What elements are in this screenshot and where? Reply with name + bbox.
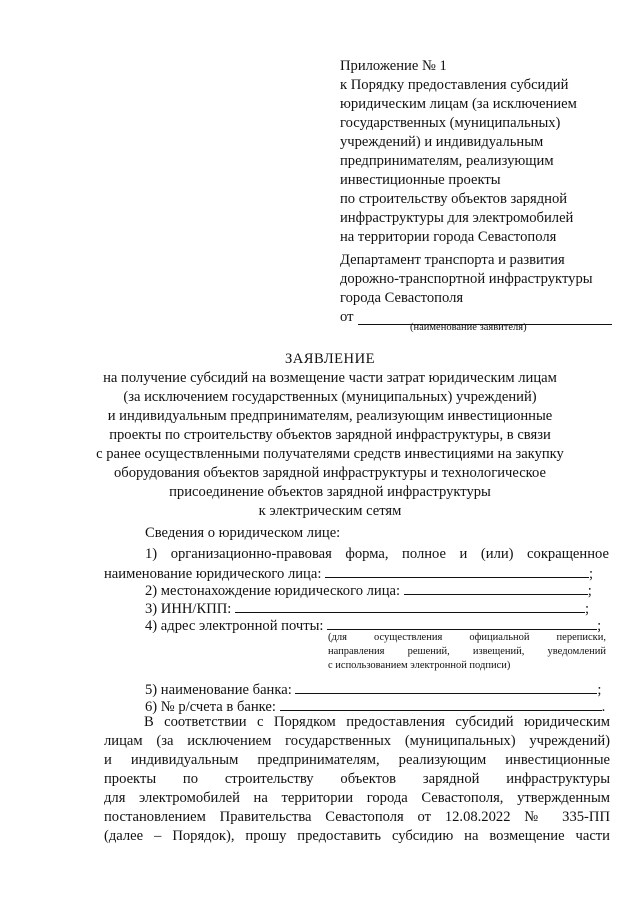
title-line: присоединение объектов зарядной инфраструктуры xyxy=(169,484,491,500)
statement-title-block xyxy=(60,350,600,521)
title-line: и индивидуальным предпринимателям, реализующим инвестиционные xyxy=(107,408,553,424)
annex-header xyxy=(340,57,630,247)
item5-row: 5) наименование банка: ; xyxy=(145,679,601,700)
legal-name-field[interactable] xyxy=(325,563,589,578)
email-field[interactable] xyxy=(327,615,597,630)
addressee-block xyxy=(340,251,630,327)
bank-account-field[interactable] xyxy=(280,696,602,711)
location-field[interactable] xyxy=(404,580,588,595)
title-line: с ранее осуществленными получателями средств инвестициями на закупку xyxy=(96,446,564,462)
annex-line: государственных (муниципальных) xyxy=(340,115,561,131)
inn-kpp-field[interactable] xyxy=(235,598,585,613)
annex-line: Приложение № 1 xyxy=(340,58,447,74)
annex-line: учреждений) и индивидуальным xyxy=(340,134,544,150)
title-line: оборудования объектов зарядной инфраструктуры и технологическое xyxy=(113,465,546,481)
addressee-line: дорожно-транспортной инфраструктуры xyxy=(340,271,593,287)
email-note: (для осуществления официальной переписки, направления решений, извещений, уведомлений с использованием электронной подписи) xyxy=(328,632,606,671)
item6-row: 6) № р/счета в банке: . xyxy=(145,696,605,717)
item1-line1: 1) организационно-правовая форма, полное и (или) сокращенное xyxy=(145,546,609,562)
body-paragraph: В соответствии с Порядком предоставления субсидий юридическим лицам (за исключением государственных (муниципальных) учреждений) и индивидуальным предпринимателям, реализующим инвестиционные проекты по строительству объектов зарядной инфраструктуры для электромобилей на территории города Севастополя, утвержденным постановлением Правительства Севастополя от 12.08.2022 № 335-ПП (далее – Порядок), прошу предоставить субсидию на возмещение части xyxy=(104,714,610,844)
from-label: от xyxy=(340,309,354,325)
page-title: ЗАЯВЛЕНИЕ xyxy=(284,351,376,367)
bank-name-field[interactable] xyxy=(295,679,597,694)
applicant-caption: (наименование заявителя) xyxy=(410,322,527,333)
addressee-line: города Севастополя xyxy=(340,290,464,306)
title-line: к электрическим сетям xyxy=(258,503,402,519)
annex-line: инфраструктуры для электромобилей xyxy=(340,210,574,226)
annex-line: юридическим лицам (за исключением xyxy=(340,96,577,112)
annex-line: к Порядку предоставления субсидий xyxy=(340,77,569,93)
form-intro: Сведения о юридическом лице: xyxy=(145,525,341,541)
annex-line: предпринимателям, реализующим xyxy=(340,153,554,169)
annex-line: инвестиционные проекты xyxy=(340,172,501,188)
title-line: на получение субсидий на возмещение части затрат юридическим лицам xyxy=(103,370,557,386)
item1-line2: наименование юридического лица: ; xyxy=(104,563,593,584)
item2-row: 2) местонахождение юридического лица: ; xyxy=(145,580,592,601)
annex-line: на территории города Севастополя xyxy=(340,229,557,245)
title-line: проекты по строительству объектов зарядной инфраструктуры, в связи xyxy=(109,427,551,443)
annex-line: по строительству объектов зарядной xyxy=(340,191,568,207)
item3-row: 3) ИНН/КПП: ; xyxy=(145,598,589,619)
item4-row: 4) адрес электронной почты: ; xyxy=(145,615,601,636)
title-line: (за исключением государственных (муниципальных) учреждений) xyxy=(123,389,537,405)
addressee-line: Департамент транспорта и развития xyxy=(340,252,565,268)
